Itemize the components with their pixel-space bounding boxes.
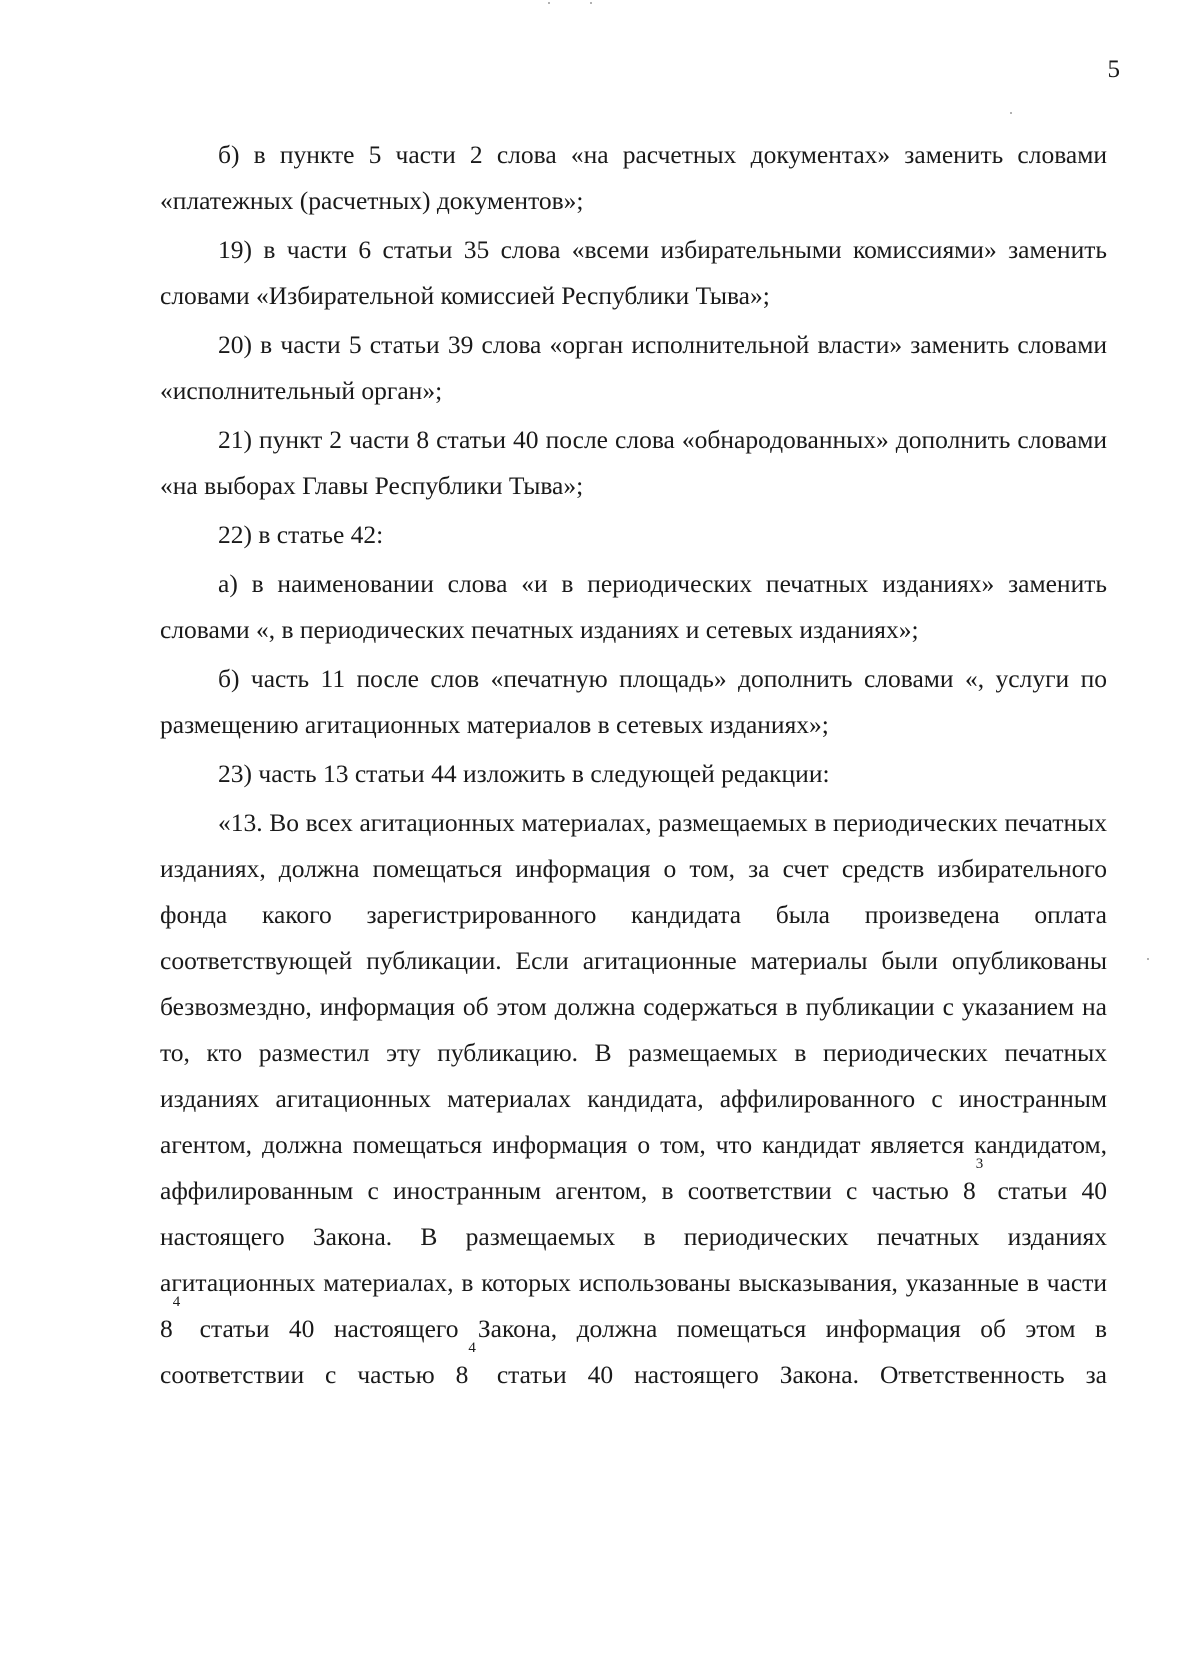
- paragraph-item-20: 20) в части 5 статьи 39 слова «орган исполнительной власти» заменить словами «исполнительный орган»;: [160, 330, 1107, 405]
- superscript-4: 4: [172, 1294, 181, 1310]
- paragraph-item-23: 23) часть 13 статьи 44 изложить в следующей редакции:: [218, 759, 830, 788]
- scan-speck: [590, 2, 592, 4]
- document-body: [160, 132, 1107, 1398]
- paragraph-item-a-name: а) в наименовании слова «и в периодических печатных изданиях» заменить словами «, в периодических печатных изданиях и сетевых изданиях»;: [160, 569, 1107, 644]
- scan-speck: [1010, 112, 1012, 114]
- paragraph-item-19: 19) в части 6 статьи 35 слова «всеми избирательными комиссиями» заменить словами «Избирательной комиссией Республики Тыва»;: [160, 235, 1107, 310]
- part-13-text-segment-2: статьи 40 настоящего Закона. В размещаемых в периодических печатных изданиях агитационных материалах, в которых использованы высказывания, указанные в части 8: [160, 1176, 1107, 1343]
- paragraph-item-b-part-11: б) часть 11 после слов «печатную площадь» дополнить словами «, услуги по размещению агитационных материалов в сетевых изданиях»;: [160, 664, 1107, 739]
- paragraph-item-21: 21) пункт 2 части 8 статьи 40 после слова «обнародованных» дополнить словами «на выборах Главы Республики Тыва»;: [160, 425, 1107, 500]
- paragraph-item-22: 22) в статье 42:: [218, 520, 384, 549]
- page-number: 5: [1107, 56, 1120, 83]
- part-13-text-segment-4: статьи 40 настоящего Закона. Ответственность за: [475, 1360, 1107, 1389]
- part-13-text-segment-3: статьи 40 настоящего Закона, должна помещаться информация об этом в соответствии с частью 8: [160, 1314, 1107, 1389]
- paragraph-part-13-text: [160, 800, 1107, 1398]
- paragraph-item-b-point-5: б) в пункте 5 части 2 слова «на расчетных документах» заменить словами «платежных (расчетных) документов»;: [160, 140, 1107, 215]
- superscript-3: 3: [975, 1156, 984, 1172]
- superscript-4-second: 4: [468, 1340, 476, 1356]
- part-13-text-segment-1: «13. Во всех агитационных материалах, размещаемых в периодических печатных изданиях, должна помещаться информация о том, за счет средств избирательного фонда какого зарегистрированного кандидата была произведена оплата соответствующей публикации. Если агитационные материалы были опубликованы безвозмездно, информация об этом должна содержаться в публикации с указанием на то, кто разместил эту публикацию. В размещаемых в периодических печатных изданиях агитационных материалах кандидата, аффилированного с иностранным агентом, должна помещаться информация о том, что кандидат является кандидатом, аффилированным с иностранным агентом, в соответствии с частью 8: [160, 808, 1107, 1205]
- scan-speck: [1147, 958, 1149, 960]
- scan-speck: [548, 2, 550, 4]
